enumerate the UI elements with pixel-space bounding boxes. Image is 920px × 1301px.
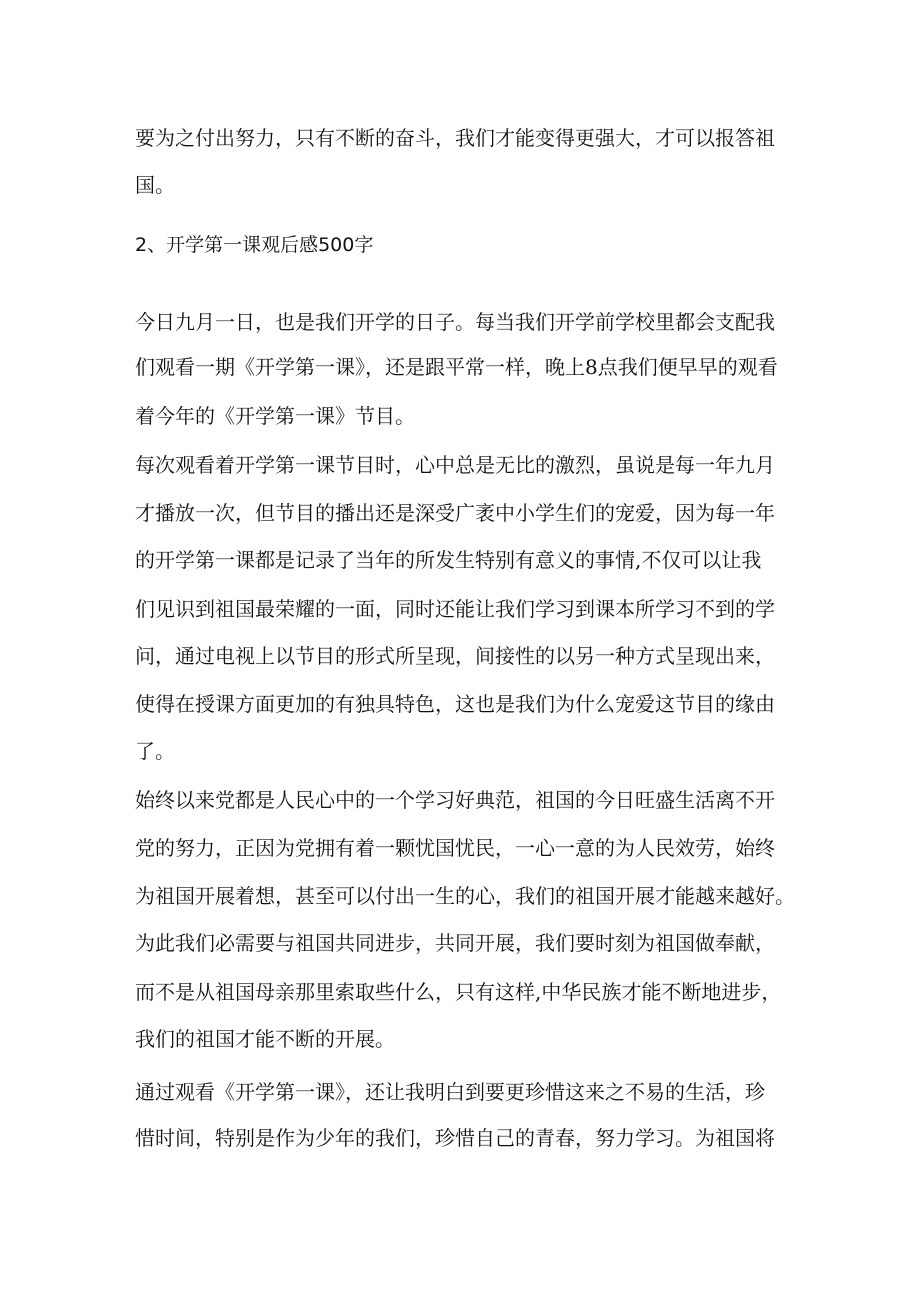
text-line: 今日九月一日，也是我们开学的日子。每当我们开学前学校里都会支配我: [135, 310, 775, 334]
text-line: 惜时间，特别是作为少年的我们，珍惜自己的青春，努力学习。为祖国将: [135, 1126, 775, 1150]
text-line: 使得在授课方面更加的有独具特色，这也是我们为什么宠爱这节目的缘由: [135, 692, 775, 716]
text-line: 我们的祖国才能不断的开展。: [135, 1027, 395, 1051]
text-line: 每次观看着开学第一课节目时，心中总是无比的激烈，虽说是每一年九月: [135, 453, 775, 477]
text-line: 要为之付出努力，只有不断的奋斗，我们才能变得更强大，才可以报答祖: [135, 126, 775, 150]
text-line: 问，通过电视上以节目的形式所呈现，间接性的以另一种方式呈现出来，: [135, 644, 775, 668]
text-line: 为此我们必需要与祖国共同进步，共同开展，我们要时刻为祖国做奉献，: [135, 931, 775, 955]
text-line: 党的努力，正因为党拥有着一颗忧国忧民，一心一意的为人民效劳，始终: [135, 836, 775, 860]
text-line: 而不是从祖国母亲那里索取些什么，只有这样,中华民族才能不断地进步，: [135, 980, 782, 1004]
text-line: 着今年的《开学第一课》节目。: [135, 404, 415, 428]
text-line: 为祖国开展着想，甚至可以付出一生的心，我们的祖国开展才能越来越好。: [135, 884, 795, 908]
section-heading: 2、开学第一课观后感500字: [135, 234, 374, 256]
text-line: 才播放一次，但节目的播出还是深受广袤中小学生们的宠爱，因为每一年: [135, 501, 775, 525]
text-line: 们观看一期《开学第一课》，还是跟平常一样，晚上8点我们便早早的观看: [135, 355, 778, 379]
text-line: 通过观看《开学第一课》，还让我明白到要更珍惜这来之不易的生活，珍: [135, 1080, 765, 1104]
text-line: 了。: [135, 739, 175, 763]
text-line: 国。: [135, 173, 175, 197]
text-line: 的开学第一课都是记录了当年的所发生特别有意义的事情,不仅可以让我: [135, 548, 762, 572]
text-line: 始终以来党都是人民心中的一个学习好典范，祖国的今日旺盛生活离不开: [135, 788, 775, 812]
text-line: 们见识到祖国最荣耀的一面，同时还能让我们学习到课本所学习不到的学: [135, 597, 775, 621]
